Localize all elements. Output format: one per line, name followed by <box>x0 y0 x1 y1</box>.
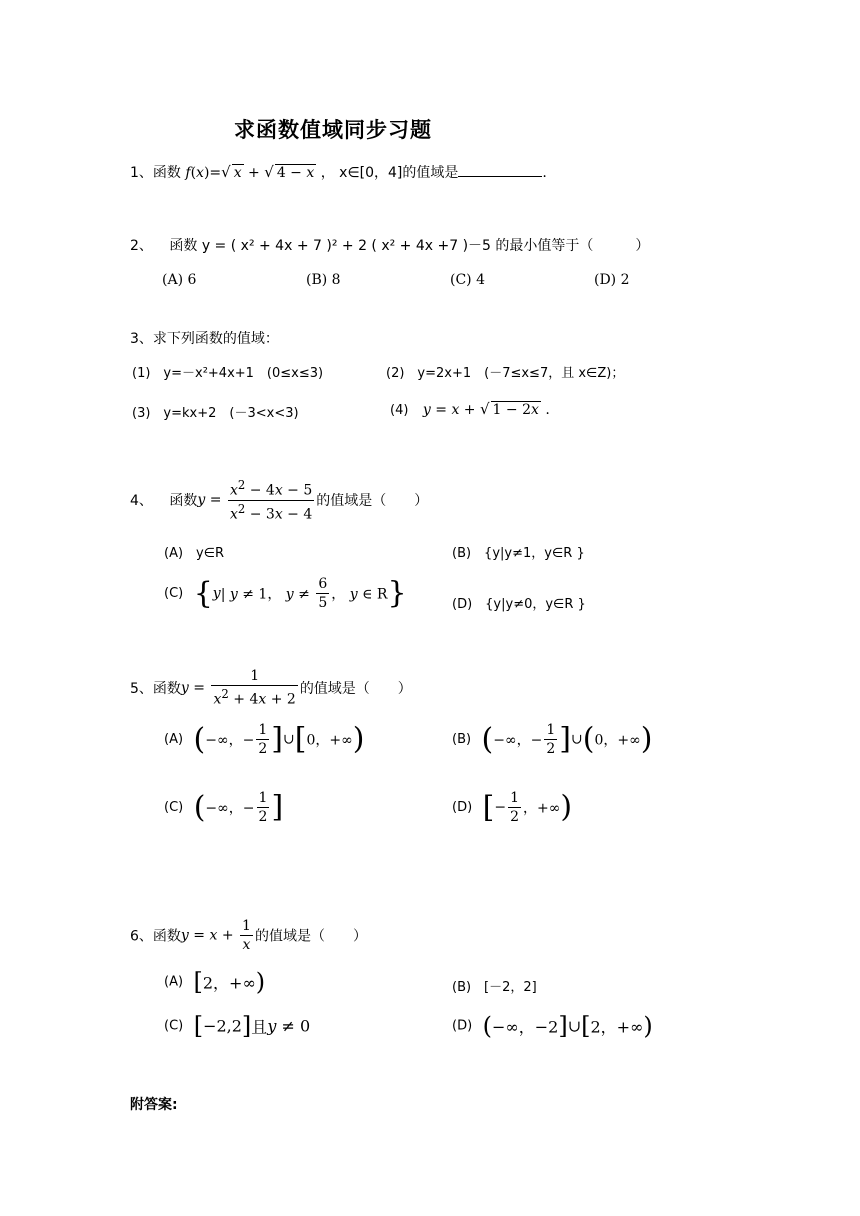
q4-option-b: (B) {y|y≠1，y∈R } <box>452 546 585 561</box>
question-5: 5、函数y = $\frac{1}{x^2 + 4x + 2}$ 的值域是（ ） <box>130 668 412 708</box>
q6-option-c-label: (C) <box>164 1018 184 1034</box>
q6-option-d: (D) (−∞，−2]∪[2，+∞) <box>452 1012 653 1040</box>
q5-option-b: (B) (−∞，− $\frac{1}{2}$ ]∪(0，+∞) <box>452 721 653 757</box>
q6-number: 6、 <box>130 928 153 945</box>
q6-lead: 函数 <box>152 928 181 945</box>
q3-lead: 求下列函数的值域： <box>152 331 279 347</box>
q2-option-a: (A) 6 <box>162 272 197 288</box>
q2-text: 函数 y = ( x² + 4x + 7 )² + 2 ( x² + 4x +7 )－5 的最小值等于（ ） <box>169 238 650 254</box>
q1-end: . <box>542 165 547 181</box>
q3-item-3: (3) y=kx+2 (－3<x<3) <box>132 406 299 421</box>
q4-fraction: $\frac{x^2 - 4x - 5}{x^2 - 3x - 4}$ <box>229 478 313 523</box>
question-3 <box>130 328 279 348</box>
q5-option-b-label: (B) <box>452 732 472 747</box>
q6-option-d-label: (D) <box>452 1018 473 1034</box>
q5-option-c-label: (C) <box>164 800 184 815</box>
q5-number: 5、 <box>130 680 153 697</box>
q5-option-d: (D) [− $\frac{1}{2}$ ，+∞) <box>452 789 573 825</box>
question-1 <box>130 162 547 182</box>
q5-tail: 的值域是（ ） <box>299 680 412 697</box>
q3-item-4-formula: y = x + √ 1 − 2x . <box>422 400 550 418</box>
q5-fraction: $\frac{1}{x^2 + 4x + 2}$ <box>213 668 296 708</box>
q3-item-4-label: (4) <box>390 403 409 418</box>
q2-option-c: (C) 4 <box>450 272 485 288</box>
q6-option-c: (C) [−2,2]且y ≠ 0 <box>164 1012 311 1040</box>
q3-item-2: (2) y=2x+1 (－7≤x≤7，且 x∈Z)； <box>386 366 625 381</box>
q6-option-b: (B) [－2，2] <box>452 980 537 995</box>
q1-number: 1、 <box>130 165 153 181</box>
question-6: 6、函数y = x + $\frac{1}{x}$ 的值域是（ ） <box>130 918 367 953</box>
q4-lead: 函数 <box>169 493 198 510</box>
answers-label: 附答案: <box>130 1097 178 1113</box>
page-title: 求函数值域同步习题 <box>234 118 432 142</box>
q6-option-a: (A) [2，+∞) <box>164 968 266 996</box>
q6-option-a-label: (A) <box>164 974 184 990</box>
q3-item-4 <box>390 400 550 418</box>
q5-option-c: (C) (−∞，− $\frac{1}{2}$ ] <box>164 789 284 825</box>
question-4: 4、 函数y = $\frac{x^2 - 4x - 5}{x^2 - 3x - 4}$ 的值域是（ ） <box>130 478 429 523</box>
q2-option-b: (B) 8 <box>306 272 341 288</box>
q1-domain: x∈[0，4]的值域是 <box>339 165 459 181</box>
q4-option-c-label: (C) <box>164 586 184 601</box>
q4-option-d: (D) {y|y≠0，y∈R } <box>452 597 586 612</box>
q4-option-a: (A) y∈R <box>164 546 225 561</box>
q3-item-1: (1) y=－x²+4x+1 (0≤x≤3) <box>132 366 324 381</box>
q4-number: 4、 <box>130 493 153 510</box>
q6-tail: 的值域是（ ） <box>254 928 367 945</box>
question-2 <box>130 235 649 255</box>
q1-lead: 函数 <box>152 165 181 181</box>
q4-tail: 的值域是（ ） <box>316 493 429 510</box>
q5-option-a-label: (A) <box>164 732 184 747</box>
q6-fraction: $\frac{1}{x}$ <box>242 918 251 953</box>
q5-option-d-label: (D) <box>452 800 473 815</box>
q1-formula: f(x)=√ x + √ 4 − x ， <box>185 163 335 181</box>
q2-number: 2、 <box>130 238 153 254</box>
q4-option-c: (C) {y| y ≠ 1， y ≠ $\frac{6}{5}$ ， y ∈ R} <box>164 575 407 611</box>
q3-number: 3、 <box>130 331 153 347</box>
q5-option-a: (A) (−∞，− $\frac{1}{2}$ ]∪[0，+∞) <box>164 721 365 757</box>
q5-lead: 函数 <box>152 680 181 697</box>
q2-option-d: (D) 2 <box>594 272 630 288</box>
q1-answer-blank <box>458 164 542 177</box>
